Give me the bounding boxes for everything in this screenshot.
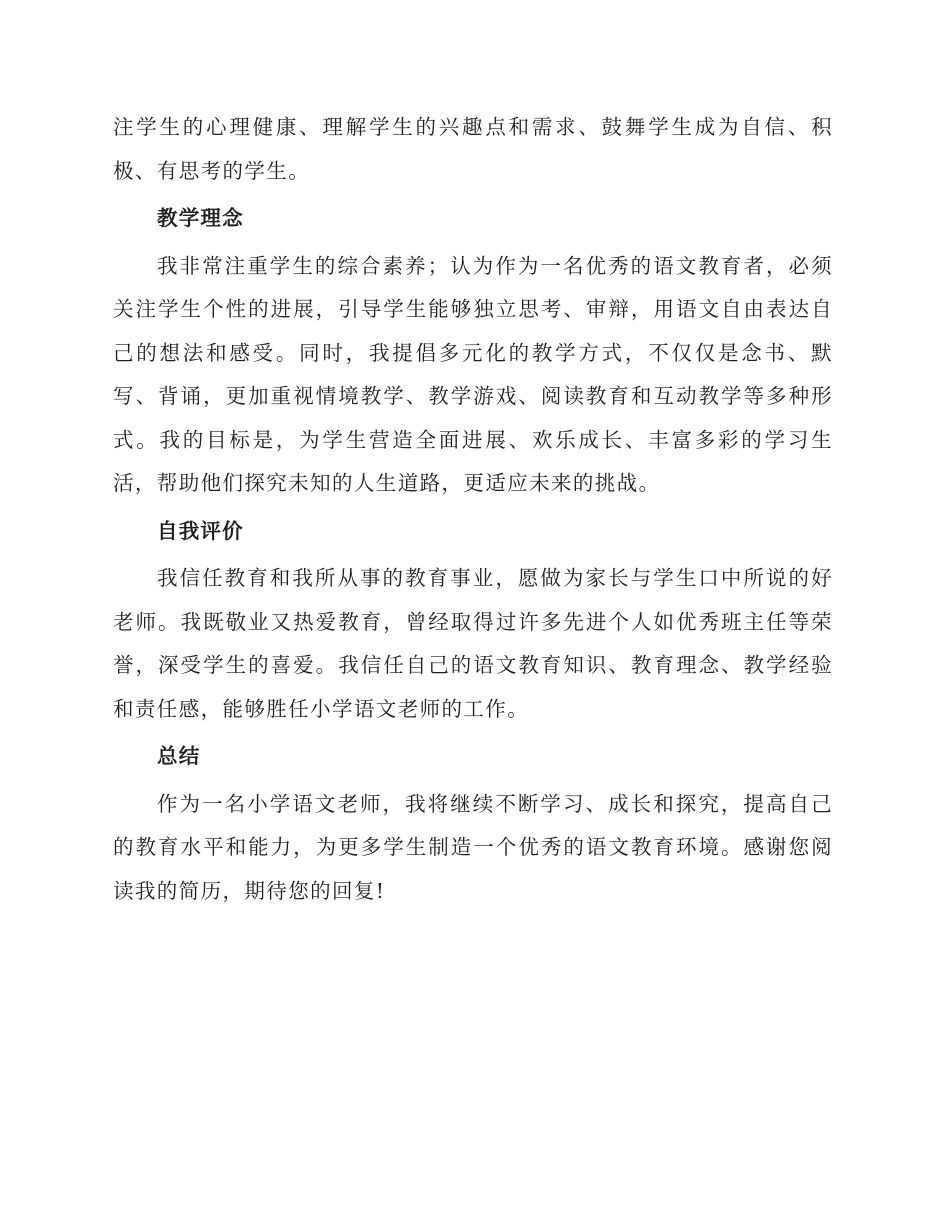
document-body (113, 106, 833, 913)
section-heading-summary: 总结 (157, 744, 201, 768)
section-heading-self-evaluation: 自我评价 (157, 518, 244, 543)
intro-paragraph: 注学生的心理健康、理解学生的兴趣点和需求、鼓舞学生成为自信、积极、有思考的学生。 (113, 115, 833, 183)
section-body-teaching-philosophy: 我非常注重学生的综合素养；认为作为一名优秀的语文教育者，必须关注学生个性的进展，引导学生能够独立思考、审辩，用语文自由表达自己的想法和感受。同时，我提倡多元化的教学方式，不仅仅是念书、默写、背诵，更加重视情境教学、教学游戏、阅读教育和互动教学等多种形式。我的目标是，为学生营造全面进展、欢乐成长、丰富多彩的学习生活，帮助他们探究未知的人生道路，更适应未来的挑战。 (113, 253, 833, 495)
section-heading-teaching-philosophy: 教学理念 (157, 206, 244, 230)
section-body-self-evaluation: 我信任教育和我所从事的教育事业，愿做为家长与学生口中所说的好老师。我既敬业又热爱教育，曾经取得过许多先进个人如优秀班主任等荣誉，深受学生的喜爱。我信任自己的语文教育知识、教育理念、教学经验和责任感，能够胜任小学语文老师的工作。 (113, 566, 833, 721)
section-body-summary: 作为一名小学语文老师，我将继续不断学习、成长和探究，提高自己的教育水平和能力，为更多学生制造一个优秀的语文教育环境。感谢您阅读我的简历，期待您的回复! (113, 791, 833, 903)
